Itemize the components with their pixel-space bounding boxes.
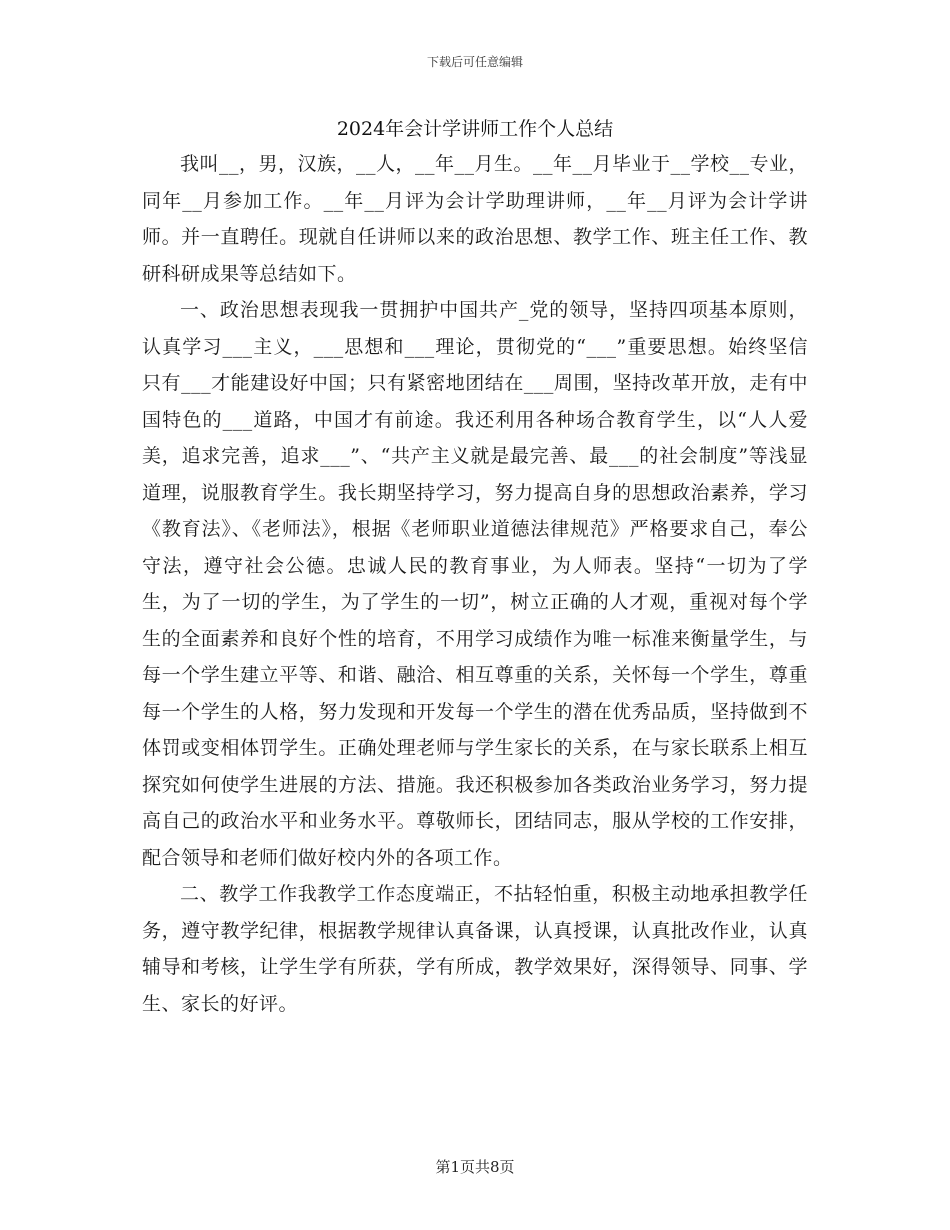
document-title: 2024年会计学讲师工作个人总结: [336, 118, 614, 140]
paragraph-teaching-work: 二、教学工作我教学工作态度端正，不拈轻怕重，积极主动地承担教学任务，遵守教学纪律，根据教学规律认真备课，认真授课，认真批改作业，认真辅导和考核，让学生学有所获，学有所成，教学效果好，深得领导、同事、学生、家长的好评。: [142, 883, 808, 1015]
page-header-note: 下载后可任意编辑: [426, 55, 523, 69]
page-number: 第1页共8页: [435, 1158, 515, 1176]
paragraph-political-thought: 一、政治思想表现我一贯拥护中国共产_党的领导，坚持四项基本原则，认真学习___主义，___思想和___理论，贯彻党的“___”重要思想。始终坚信只有___才能建设好中国；只有紧密地团结在___周围，坚持改革开放，走有中国特色的___道路，中国才有前途。我还利用各种场合教育学生，以“人人爱美，追求完善，追求___”、“共产主义就是最完善、最___的社会制度”等浅显道理，说服教育学生。我长期坚持学习，努力提高自身的思想政治素养，学习《教育法》、《老师法》，根据《老师职业道德法律规范》严格要求自己，奉公守法，遵守社会公德。忠诚人民的教育事业，为人师表。坚持“一切为了学生，为了一切的学生，为了学生的一切”，树立正确的人才观，重视对每个学生的全面素养和良好个性的培育，不用学习成绩作为唯一标准来衡量学生，与每一个学生建立平等、和谐、融洽、相互尊重的关系，关怀每一个学生，尊重每一个学生的人格，努力发现和开发每一个学生的潜在优秀品质，坚持做到不体罚或变相体罚学生。正确处理老师与学生家长的关系，在与家长联系上相互探究如何使学生进展的方法、措施。我还积极参加各类政治业务学习，努力提高自己的政治水平和业务水平。尊敬师长，团结同志，服从学校的工作安排，配合领导和老师们做好校内外的各项工作。: [142, 299, 808, 869]
document-body: [142, 146, 808, 1022]
paragraph-intro: 我叫__，男，汉族，__人，__年__月生。__年__月毕业于__学校__专业，同年__月参加工作。__年__月评为会计学助理讲师，__年__月评为会计学讲师。并一直聘任。现就自任讲师以来的政治思想、教学工作、班主任工作、教研科研成果等总结如下。: [142, 153, 809, 285]
